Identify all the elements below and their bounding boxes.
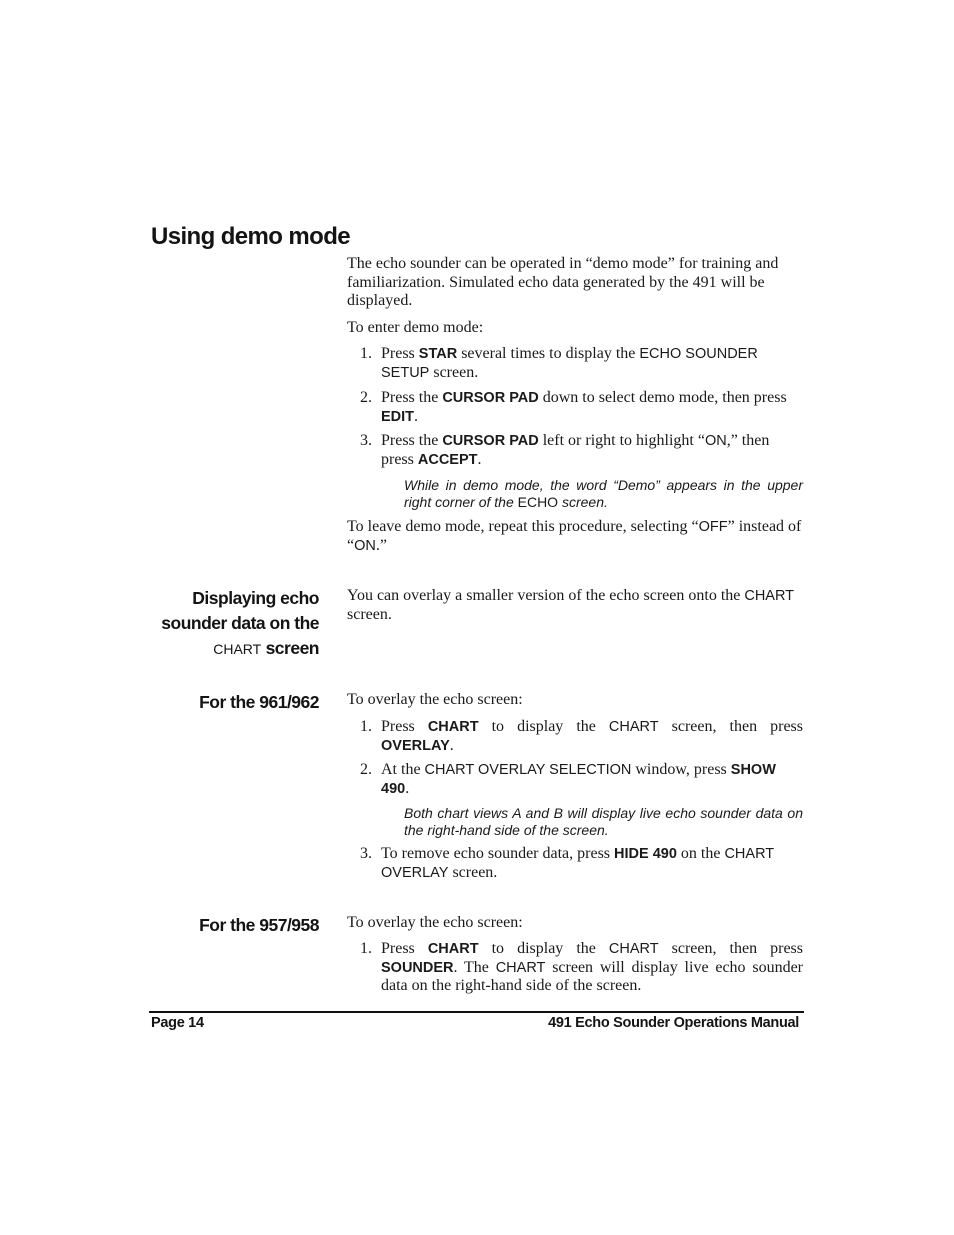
screen-name: CHART: [744, 588, 795, 604]
demo-note: While in demo mode, the word “Demo” appears in the upper right corner of the ECHO screen.: [404, 477, 803, 510]
m957-overlay-label: To overlay the echo screen:: [347, 914, 523, 931]
screen-name: CHART: [608, 941, 659, 957]
enter-demo-label: To enter demo mode:: [347, 319, 484, 336]
leave-demo-paragraph: To leave demo mode, repeat this procedure, selecting “OFF” instead of “ON.”: [347, 518, 802, 554]
screen-name: CHART: [495, 959, 546, 976]
step-number: 1.: [360, 345, 372, 362]
key-chart: CHART: [427, 941, 479, 957]
model-961-heading: For the 961/962: [199, 692, 319, 712]
step-number: 3.: [360, 432, 372, 449]
step-number: 3.: [360, 845, 372, 862]
demo-step-3: 3. Press the CURSOR PAD left or right to highlight “ON,” then press ACCEPT.: [360, 432, 770, 468]
screen-name: ECHO: [517, 494, 559, 510]
step-number: 2.: [360, 761, 372, 778]
key-hide-490: HIDE 490: [614, 846, 677, 862]
m957-step-1: 1. Press CHART to display the CHART screen, then press SOUNDER. The CHART screen will display live echo sounder data on the right-hand side of the screen.: [360, 940, 803, 995]
key-edit: EDIT: [381, 408, 415, 425]
option-off: OFF: [698, 519, 728, 535]
key-accept: ACCEPT: [417, 451, 478, 468]
screen-name: ECHO SOUNDER SETUP: [381, 346, 758, 381]
key-cursor-pad: CURSOR PAD: [442, 433, 539, 449]
key-sounder: SOUNDER: [381, 959, 454, 976]
screen-name: CHART: [608, 719, 659, 735]
m961-step-1: 1. Press CHART to display the CHART screen, then press OVERLAY.: [360, 718, 803, 754]
model-957-heading: For the 957/958: [199, 915, 319, 935]
step-number: 2.: [360, 389, 372, 406]
m961-overlay-label: To overlay the echo screen:: [347, 691, 523, 708]
key-overlay: OVERLAY: [381, 737, 450, 754]
m961-step-2: 2. At the CHART OVERLAY SELECTION window, press SHOW 490.: [360, 761, 776, 797]
demo-intro-paragraph: The echo sounder can be operated in “demo mode” for training and familiarization. Simulated echo data generated by the 491 will be displayed.: [347, 255, 779, 310]
option-on: ON: [354, 537, 376, 554]
step-number: 1.: [360, 940, 372, 957]
key-star: STAR: [418, 346, 458, 362]
demo-step-1: 1. Press STAR several times to display the ECHO SOUNDER SETUP screen.: [360, 345, 758, 381]
screen-name: CHART OVERLAY: [381, 846, 774, 881]
key-cursor-pad: CURSOR PAD: [442, 390, 539, 406]
overlay-intro-paragraph: You can overlay a smaller version of the echo screen onto the CHART screen.: [347, 587, 795, 623]
step-number: 1.: [360, 718, 372, 735]
demo-step-2: 2. Press the CURSOR PAD down to select demo mode, then press EDIT.: [360, 389, 787, 425]
overlay-section-heading: Displaying echo sounder data on the CHART screen: [161, 588, 319, 658]
window-name: CHART OVERLAY SELECTION: [424, 762, 632, 778]
manual-title: 491 Echo Sounder Operations Manual: [548, 1015, 799, 1031]
option-on: ON: [704, 433, 727, 449]
m961-note: Both chart views A and B will display live echo sounder data on the right-hand side of the screen.: [404, 805, 803, 838]
page-number: Page 14: [151, 1015, 204, 1031]
key-chart: CHART: [427, 719, 479, 735]
key-show-490: SHOW 490: [381, 762, 776, 797]
m961-step-3: 3. To remove echo sounder data, press HIDE 490 on the CHART OVERLAY screen.: [360, 845, 774, 881]
page-heading: Using demo mode: [151, 223, 351, 250]
